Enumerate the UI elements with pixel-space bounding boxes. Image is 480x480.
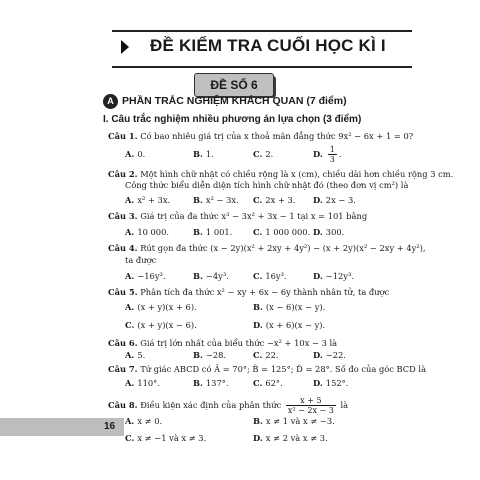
option-c[interactable]: C. x ≠ −1 và x ≠ 3. <box>125 433 207 443</box>
exam-title: ĐỀ KIỂM TRA CUỐI HỌC KÌ I <box>150 36 386 55</box>
option-d[interactable]: D. 2x − 3. <box>313 195 356 205</box>
question-1 <box>108 131 413 142</box>
option-a[interactable]: A. 10 000. <box>125 227 169 237</box>
question-label: Câu 2. <box>108 169 138 179</box>
question-label: Câu 5. <box>108 287 138 297</box>
option-d[interactable]: D. (x + 6)(x − y). <box>253 320 326 330</box>
section-marker-icon: A <box>103 94 118 109</box>
option-b[interactable]: B. 1. <box>193 149 214 159</box>
question-text: Giá trị lớn nhất của biểu thức −x² + 10x − 3 là <box>140 338 338 348</box>
section-title: PHẦN TRẮC NGHIỆM KHÁCH QUAN (7 điểm) <box>122 95 347 107</box>
option-b[interactable]: B. x ≠ 1 và x ≠ −3. <box>253 416 335 426</box>
question-text: Điều kiện xác định của phân thức <box>140 400 282 410</box>
option-c[interactable]: C. 62°. <box>253 378 283 388</box>
question-label: Câu 6. <box>108 338 138 348</box>
question-label: Câu 7. <box>108 364 138 374</box>
question-3 <box>108 211 367 222</box>
option-c[interactable]: C. 2. <box>253 149 274 159</box>
question-4 <box>108 243 426 254</box>
option-a[interactable]: A. x² + 3x. <box>125 195 171 205</box>
question-8: Câu 8. Điều kiện xác định của phân thức $\frac{x + 5}{\text{x² − 2x − 3}}$ là <box>108 396 349 415</box>
option-d[interactable]: D. x ≠ 2 và x ≠ 3. <box>253 433 328 443</box>
option-a[interactable]: A. 0. <box>125 149 146 159</box>
option-c[interactable]: C. 2x + 3. <box>253 195 296 205</box>
option-a[interactable]: A. (x + y)(x + 6). <box>125 302 197 312</box>
question-text-continued: ta được <box>125 255 157 265</box>
question-6 <box>108 338 337 349</box>
option-d[interactable]: D. 300. <box>313 227 345 237</box>
option-b[interactable]: B. x² − 3x. <box>193 195 239 205</box>
question-7 <box>108 364 426 375</box>
question-text: Rút gọn đa thức (x − 2y)(x² + 2xy + 4y²) − (x + 2y)(x² − 2xy + 4y²), <box>140 243 426 253</box>
option-b[interactable]: B. −28. <box>193 350 227 360</box>
option-d[interactable]: D. −22. <box>313 350 346 360</box>
page-number: 16 <box>104 421 116 432</box>
option-b[interactable]: B. 137°. <box>193 378 229 388</box>
option-c[interactable]: C. 22. <box>253 350 279 360</box>
question-text: Giá trị của đa thức x³ − 3x² + 3x − 1 tại x = 101 bằng <box>140 211 368 221</box>
question-text: Phân tích đa thức x² − xy + 6x − 6y thành nhân tử, ta được <box>140 287 390 297</box>
question-label: Câu 1. <box>108 131 138 141</box>
option-c[interactable]: C. 1 000 000. <box>253 227 311 237</box>
subsection-title: I. Câu trắc nghiệm nhiều phương án lựa chọn (3 điểm) <box>103 114 362 125</box>
option-a[interactable]: A. 5. <box>125 350 146 360</box>
option-b[interactable]: B. −4y³. <box>193 271 229 281</box>
question-label: Câu 3. <box>108 211 138 221</box>
question-text-continued: Công thức biểu diễn diện tích hình chữ nhật đó (theo đơn vị cm²) là <box>125 180 409 190</box>
fraction: $\frac{x + 5}{\text{x² − 2x − 3}}$ <box>287 396 334 415</box>
option-a[interactable]: A. −16y³. <box>125 271 166 281</box>
arrow-marker-icon <box>121 40 129 54</box>
question-label: Câu 8. <box>108 400 138 410</box>
option-b[interactable]: B. 1 001. <box>193 227 233 237</box>
option-c[interactable]: C. 16y³. <box>253 271 287 281</box>
question-2 <box>108 169 453 180</box>
exam-number-badge: ĐỀ SỐ 6 <box>194 73 274 97</box>
option-a[interactable]: A. 110°. <box>125 378 160 388</box>
option-a[interactable]: A. x ≠ 0. <box>125 416 163 426</box>
question-label: Câu 4. <box>108 243 138 253</box>
fraction: $\frac{1}{3}$ <box>329 145 335 164</box>
question-text: Có bao nhiêu giá trị của x thoả mãn đẳng thức 9x² − 6x + 1 = 0? <box>140 131 414 141</box>
option-d[interactable]: D. 152°. <box>313 378 349 388</box>
option-b[interactable]: B. (x − 6)(x − y). <box>253 302 326 312</box>
section-heading <box>103 93 347 109</box>
option-c[interactable]: C. (x + y)(x − 6). <box>125 320 197 330</box>
question-5 <box>108 287 389 298</box>
question-text: Tứ giác ABCD có Â = 70°; B̂ = 125°; D̂ = 28°. Số đo của góc BCD là <box>140 364 427 374</box>
option-d[interactable]: D. $\frac{1}{3}$ . <box>313 145 342 164</box>
option-d[interactable]: D. −12y³. <box>313 271 354 281</box>
question-text: Một hình chữ nhật có chiều rộng là x (cm), chiều dài hơn chiều rộng 3 cm. <box>140 169 454 179</box>
